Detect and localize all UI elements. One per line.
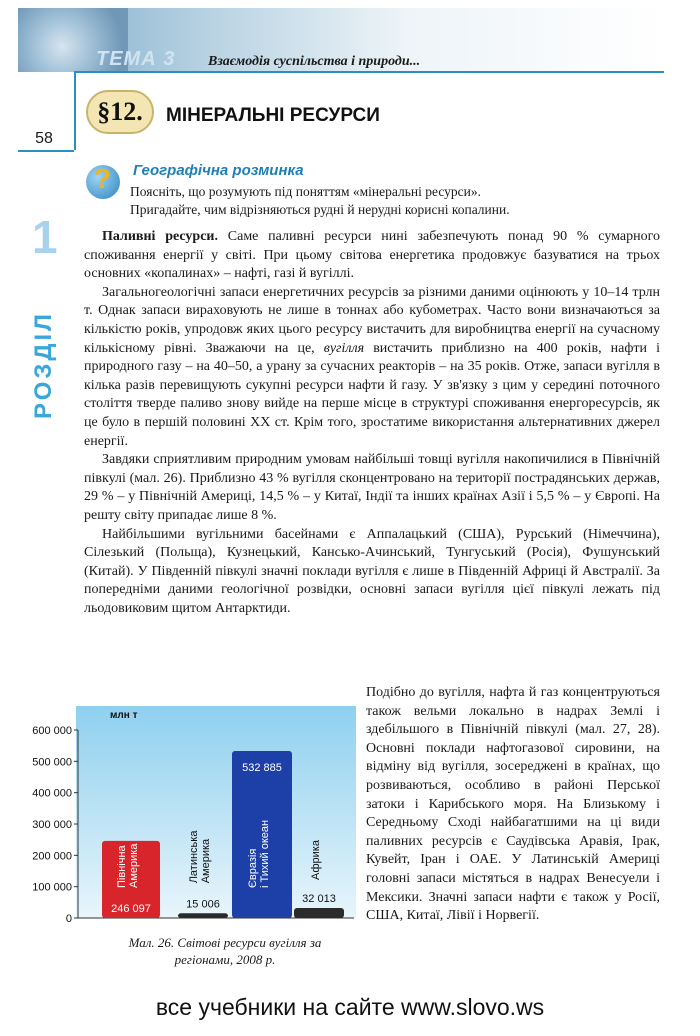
chapter-number: 1: [32, 211, 58, 263]
oil-gas-text: [366, 684, 660, 926]
paragraph-coal-distribution: Завдяки сприятливим природним умовам найбільші товщі вугілля накопичилися в Північній півкулі (мал. 26). Приблизно 43 % вугілля сконцентровано на території пострадянських держав, 29 % – у Північній Америці, 14,5 % – у Китаї, Індії та інших країнах Азії і 5,5 % – у Європі. На решту світу припадає лише 8 %.: [84, 452, 660, 523]
body-text: [84, 228, 660, 618]
bar-category-line: Північна: [116, 845, 128, 888]
caption-line-2: регіонами, 2008 р.: [174, 952, 276, 967]
footer-watermark-text: все учебники на сайте www.slovo.ws: [155, 994, 545, 1020]
bar-value-label: 246 097: [111, 903, 151, 915]
question-globe-icon: ?: [86, 165, 120, 199]
topic-label: ТЕМА 3: [96, 48, 176, 70]
coal-emphasis: вугілля: [323, 340, 365, 356]
bar-category-label: [116, 843, 140, 888]
y-tick-label: 500 000: [32, 756, 72, 769]
chapter-word: РОЗДІЛ: [30, 311, 57, 419]
y-axis-unit-label: млн т: [110, 710, 138, 721]
bar-value-label: 15 006: [186, 898, 220, 911]
figure-caption: [88, 934, 362, 968]
page-number-rule: [18, 150, 74, 152]
bar-category-label: [310, 839, 322, 880]
bar-category-line: Америка: [200, 838, 212, 884]
paragraph-fuel: [84, 228, 660, 284]
caption-line-1: Мал. 26. Світові ресурси вугілля за: [128, 935, 322, 950]
page-number: 58: [35, 130, 53, 147]
y-tick-label: 300 000: [32, 819, 72, 831]
paragraph-number: §12.: [97, 97, 143, 126]
y-tick-label: 100 000: [32, 881, 72, 894]
paragraph-badge: [86, 90, 154, 134]
bar-category-line: Америка: [128, 843, 140, 888]
bar-value-label: 532 885: [242, 762, 282, 775]
header-rule: [74, 71, 664, 73]
paragraph-title: МІНЕРАЛЬНІ РЕСУРСИ: [166, 105, 380, 126]
paragraph-oil-gas: Подібно до вугілля, нафта й газ концентруються також вельми локально в надрах Землі і здебільшого в Північній півкулі (мал. 27, 28). Основні поклади нафтогазової сировини, на відміну від вугілля, зосереджені в країнах, що розвиваються, особливо в районі Перської затоки і Карибського моря. На Близькому і Середньому Сході найбагатшими на ці види паливних ресурсів є Саудівська Аравія, Ірак, Кувейт, Іран і ОАЕ. У Латинській Америці головні запаси містяться в надрах Венесуели і Мексики. Значні запаси нафти є також у Росії, США, Китаї, Лівії і Норвегії.: [366, 685, 660, 924]
warmup-question-2: Пригадайте, чим відрізняються рудні й нерудні корисні копалини.: [130, 202, 510, 217]
chart-svg: [18, 702, 358, 934]
chapter-header-band: [18, 8, 666, 72]
coal-reserves-chart: [18, 702, 358, 934]
reserves-text-b: вистачить приблизно на 400 років, нафти і природного газу – на 40–50, а урану за сучасних реакторів – на 35 років. Отже, запаси вугілля в кілька разів перевищують сукупні ресурси нафти й газу. У зв'язку з цим у середині поточного століття тверде паливо знову вийде на перше місце в структурі споживання енергоресурсів, як це було в першій половині XX ст. Крім того, зростатиме використання альтернативних джерел енергії.: [84, 340, 660, 449]
bar-category-line: і Тихий океан: [259, 819, 271, 888]
paragraph-reserves: [84, 284, 660, 451]
bar-2: [178, 913, 228, 918]
y-tick-label: 600 000: [32, 725, 72, 737]
reserves-text-a: Загальногеологічні запаси енергетичних ресурсів за різними даними оцінюють у 10–14 трлн т. Однак запаси вираховують не лише в тоннах або кубометрах. Часто вони визначаються за кількістю років, упродовж яких цього ресурсу вистачить для виробництва енергії на сучасному кількісному рівні. Зважаючи на це,: [84, 284, 660, 356]
y-tick-label: 200 000: [32, 850, 72, 863]
bar-category-line: Латинська: [188, 830, 200, 884]
bar-category-line: Африка: [310, 840, 322, 880]
chapter-marker: [26, 210, 70, 450]
fuel-lead: Паливні ресурси.: [102, 229, 218, 244]
warmup-heading: Географічна розминка: [133, 162, 304, 179]
bar-value-label: 32 013: [302, 892, 336, 905]
bar-category-line: Євразія: [247, 848, 259, 888]
section-title: Взаємодія суспільства і природи...: [208, 54, 421, 69]
y-tick-label: 0: [65, 913, 72, 925]
warmup-question-1: Поясніть, що розумують під поняттям «мінеральні ресурси».: [130, 184, 481, 199]
fuel-text: Саме паливні ресурси нині забезпечують понад 90 % сумарного споживання енергії у світі. При цьому світова енергетика продовжує базуватися на трьох основних «копалинах» – нафті, газі й вугіллі.: [84, 229, 661, 282]
bar-4: [294, 908, 344, 918]
margin-vertical-rule: [74, 72, 76, 150]
paragraph-coal-basins: Найбільшими вугільними басейнами є Аппалацький (США), Рурський (Німеччина), Сілезький (Польща), Кузнецький, Кансько-Ачинський, Тунгуський (Росія), Фушунський (Китай). У Південній півкулі значні поклади вугілля є лише в Південній Африці й Австралії. За попередніми даними геологічної розвідки, основні запаси вугілля цієї півкулі лежать під льодовиковим щитом Антарктиди.: [84, 526, 660, 616]
y-tick-label: 400 000: [32, 787, 72, 800]
